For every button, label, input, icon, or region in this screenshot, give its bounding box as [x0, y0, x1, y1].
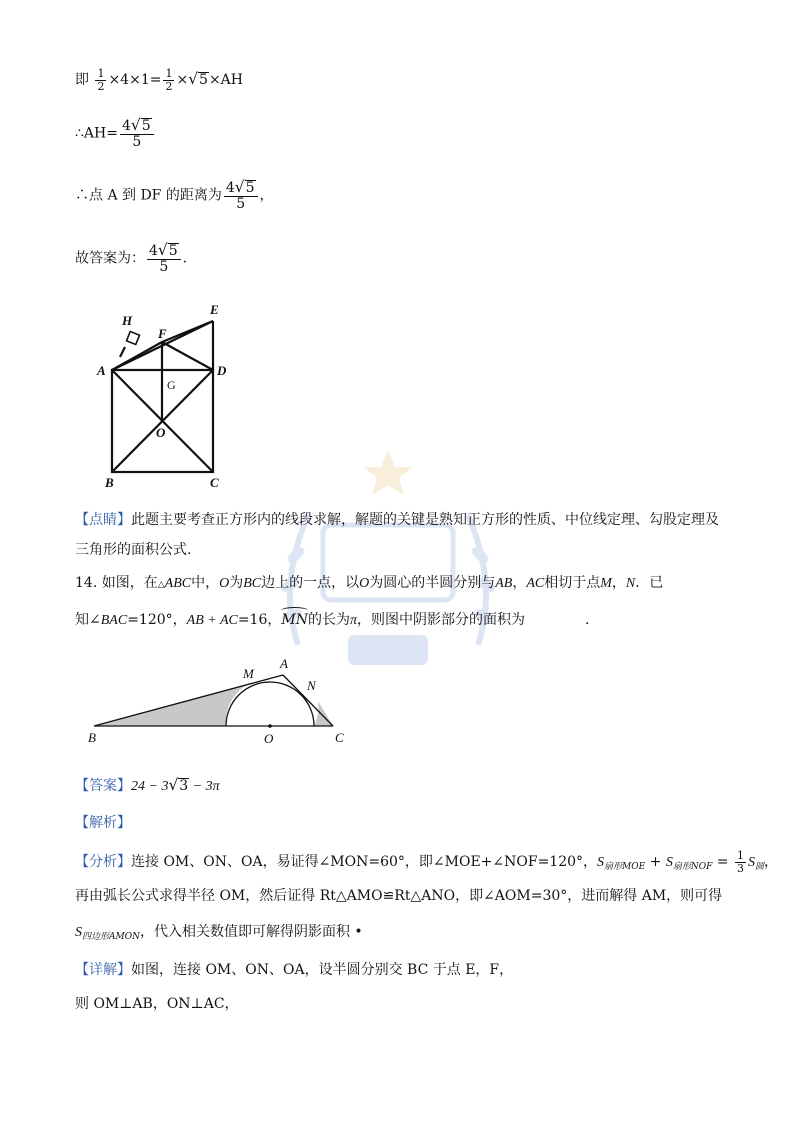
- dianjing-line-2: [75, 540, 191, 560]
- text: ×AH: [208, 72, 243, 89]
- jiexi-tag: 【解析】: [75, 815, 131, 831]
- square-figure: [88, 295, 248, 495]
- math: AC: [526, 576, 545, 591]
- subscript: 扇形NOF: [672, 862, 713, 873]
- fenxi-line-2: [75, 886, 722, 906]
- radicand: 3: [179, 778, 189, 794]
- text: ，: [764, 854, 779, 871]
- denominator: 3: [737, 861, 744, 875]
- text: 如图，连接 OM、ON、OA，设半圆分别交 BC 于点 E，F，: [131, 962, 514, 978]
- radicand: 5: [245, 180, 255, 196]
- label-d: D: [217, 363, 227, 378]
- text: 14. 如图，在: [75, 575, 158, 591]
- math: S: [665, 855, 673, 871]
- label-c: C: [210, 475, 219, 490]
- label-f: F: [158, 326, 167, 341]
- dianjing-tag: 【点睛】: [75, 512, 131, 528]
- radicand: 5: [199, 72, 208, 89]
- answer-part: − 3π: [189, 779, 220, 794]
- label-e: E: [210, 302, 219, 317]
- subscript: 圆: [755, 862, 765, 873]
- text: 再由弧长公式求得半径 OM，然后证得 Rt△AMO≌Rt△ANO，即∠AOM=30°，进而解得 AM，则可得: [75, 888, 723, 904]
- point-o: [268, 724, 272, 728]
- fenxi-line-1: [75, 850, 778, 877]
- answer-value: 24 − 3 √ 3 − 3π: [131, 776, 220, 794]
- label-a: A: [280, 656, 288, 671]
- text: 相切于点: [544, 575, 601, 591]
- label-a: A: [97, 363, 106, 378]
- coef: 4: [149, 243, 158, 259]
- text: ∴AH=: [75, 125, 118, 142]
- triangle-semicircle-figure: [78, 650, 368, 750]
- text: ．: [584, 612, 599, 628]
- text: 边上的一点，以: [261, 575, 360, 591]
- label-g: G: [167, 378, 176, 392]
- text: ，则图中阴影部分的面积为: [356, 612, 525, 628]
- numerator: 1: [165, 67, 173, 80]
- fraction: [120, 118, 154, 149]
- math: S: [75, 925, 82, 940]
- sqrt: √ 5: [188, 70, 208, 89]
- text: =: [712, 854, 733, 871]
- calc-line-1: [75, 68, 243, 92]
- coef: 4: [225, 180, 235, 196]
- text: =16，: [237, 612, 282, 628]
- label-o: O: [156, 425, 166, 440]
- text: ∴点 A 到 DF 的距离为: [75, 187, 222, 204]
- fenxi-tag: 【分析】: [75, 854, 131, 871]
- math: O: [359, 576, 370, 591]
- label-m: M: [243, 666, 254, 681]
- answer-line: [75, 776, 220, 797]
- numerator: 4 √ 5: [147, 243, 181, 260]
- calc-line-2: [75, 118, 156, 149]
- jiexi-line: [75, 813, 131, 833]
- calc-line-4: [75, 243, 187, 274]
- text: +: [645, 854, 666, 871]
- math: ABC: [164, 576, 192, 591]
- fraction-third: [735, 850, 746, 874]
- line-fd: [162, 342, 213, 370]
- fenxi-line-3: [75, 922, 363, 947]
- text: 故答案为：: [75, 250, 145, 267]
- label-c: C: [335, 730, 344, 745]
- line-ah: [120, 347, 125, 357]
- text: 为圆心的半圆分别与: [369, 575, 496, 591]
- label-h: H: [122, 313, 133, 328]
- math: BAC: [100, 613, 128, 628]
- text: 连接 OM、ON、OA，易证得∠MON=60°，即∠MOE+∠NOF=120°，: [131, 854, 598, 871]
- denominator: 2: [97, 79, 105, 93]
- text: ，: [259, 187, 274, 204]
- fraction-half: [163, 68, 174, 92]
- xiangjie-line-2: [75, 994, 239, 1014]
- math: M: [600, 576, 612, 591]
- numerator: 4 √ 5: [224, 180, 258, 197]
- math: S: [748, 855, 755, 871]
- text: .: [182, 250, 188, 267]
- numerator: 1: [737, 849, 744, 862]
- fraction: [147, 243, 181, 274]
- subscript: 扇形MOE: [604, 862, 646, 873]
- text: ．已: [635, 575, 664, 591]
- coef: 4: [121, 118, 131, 134]
- question-14-line-2: [75, 607, 599, 631]
- text: 为: [229, 575, 244, 591]
- calc-line-3: [75, 180, 274, 211]
- math: N: [625, 576, 636, 591]
- radicand: 5: [168, 243, 178, 259]
- numerator: 1: [97, 67, 105, 80]
- denominator: 5: [132, 133, 142, 150]
- text: ，: [611, 575, 626, 591]
- math: AB + AC: [186, 613, 238, 628]
- triangle-symbol: △: [157, 580, 165, 590]
- math: π: [349, 613, 357, 628]
- answer-part: 24 − 3: [131, 779, 169, 794]
- dianjing-text-2: 三角形的面积公式.: [75, 542, 192, 558]
- fraction-half: [95, 68, 106, 92]
- arc-mn: MN: [281, 607, 308, 630]
- denominator: 5: [236, 195, 246, 212]
- text: 即: [75, 72, 89, 89]
- text: =120°，: [127, 612, 187, 628]
- text: ×: [176, 72, 189, 89]
- label-o: O: [264, 731, 274, 746]
- xiangjie-tag: 【详解】: [75, 962, 131, 978]
- math: AB: [495, 576, 513, 591]
- text: 中，: [191, 575, 220, 591]
- text: ，代入相关数值即可解得阴影面积 •: [139, 924, 363, 940]
- answer-tag: 【答案】: [75, 778, 131, 794]
- question-14-line-1: [75, 573, 663, 595]
- dianjing-text-1: 此题主要考查正方形内的线段求解，解题的关键是熟知正方形的性质、中位线定理、勾股定理及: [131, 512, 719, 528]
- label-n: N: [307, 678, 316, 693]
- text: 则 OM⊥AB，ON⊥AC，: [75, 996, 239, 1012]
- text: 知∠: [75, 612, 101, 628]
- text: ×4×1=: [108, 72, 162, 89]
- fraction: [224, 180, 258, 211]
- text: 的长为: [307, 612, 350, 628]
- numerator: 4 √ 5: [120, 118, 154, 135]
- dianjing-paragraph: [75, 510, 719, 530]
- label-b: B: [105, 475, 114, 490]
- math: BC: [243, 576, 262, 591]
- math: S: [597, 855, 605, 871]
- subscript: 四边形AMON: [82, 932, 140, 942]
- radicand: 5: [141, 118, 151, 134]
- right-angle-mark: [126, 331, 139, 344]
- text: ，: [512, 575, 527, 591]
- math: O: [219, 576, 230, 591]
- label-b: B: [88, 730, 96, 745]
- denominator: 5: [159, 258, 169, 275]
- denominator: 2: [165, 79, 173, 93]
- xiangjie-line-1: [75, 960, 513, 980]
